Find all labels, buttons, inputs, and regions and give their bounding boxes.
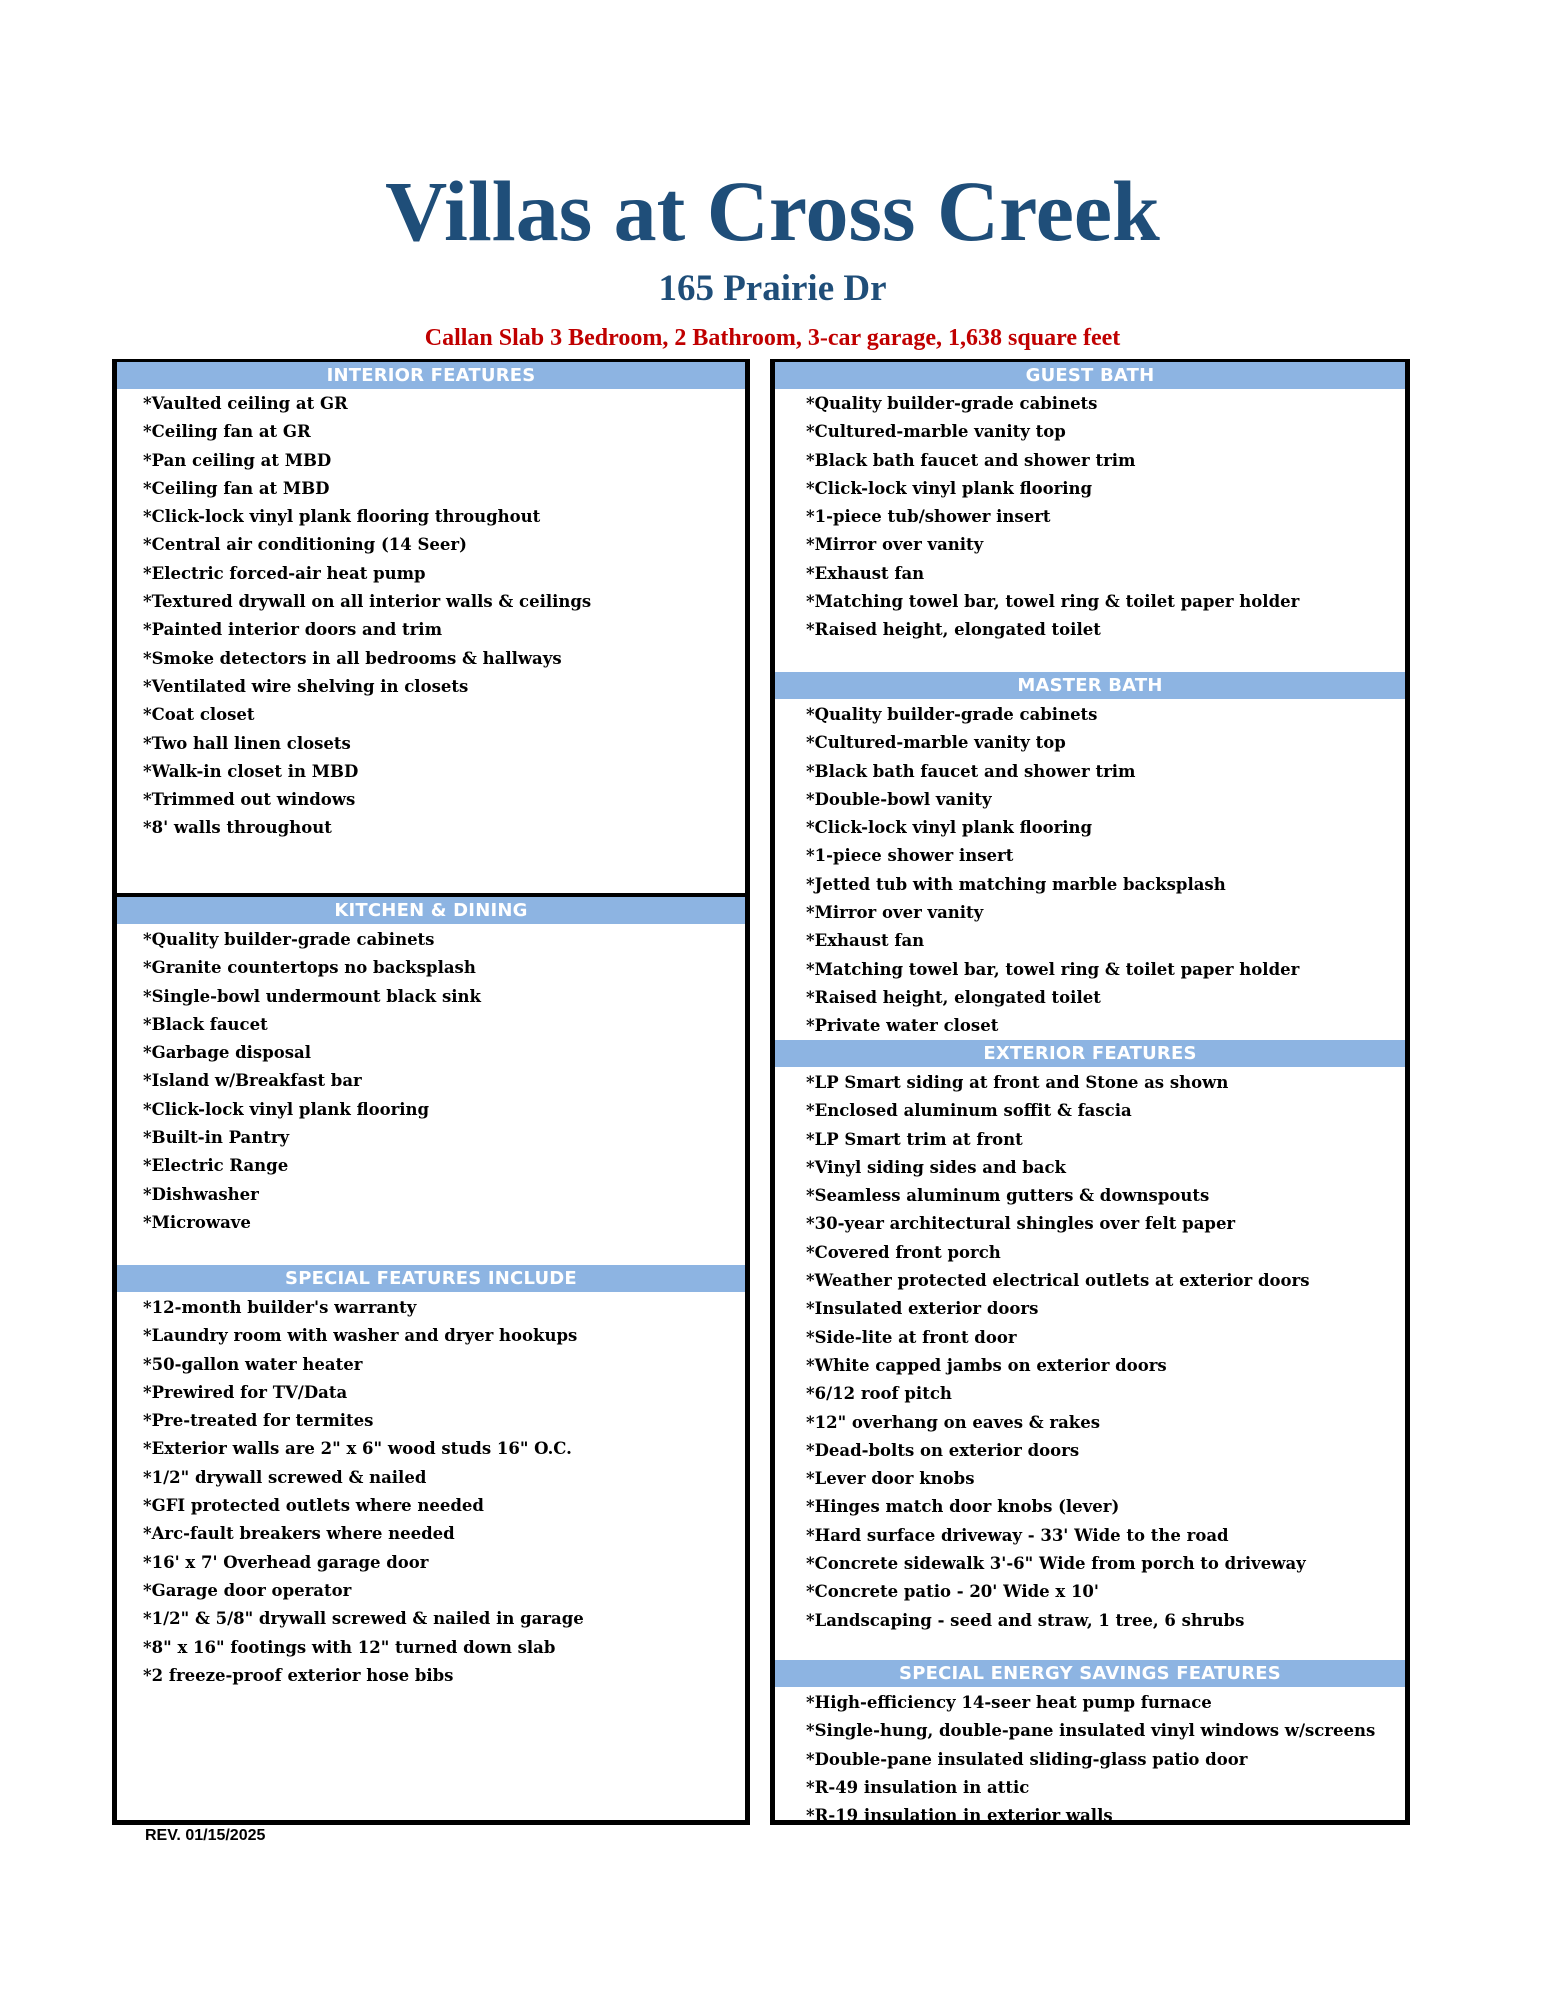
kitchen-dining-list	[143, 926, 481, 1237]
revision-date: REV. 01/15/2025	[145, 1827, 266, 1844]
list-item: *Coat closet	[143, 705, 255, 725]
list-item: *Click-lock vinyl plank flooring	[806, 818, 1093, 838]
list-item: *8" x 16" footings with 12" turned down slab	[143, 1637, 556, 1657]
list-item: *Lever door knobs	[806, 1469, 975, 1489]
list-item: *2 freeze-proof exterior hose bibs	[143, 1665, 454, 1685]
list-item: *Side-lite at front door	[806, 1327, 1017, 1347]
list-item: *Cultured-marble vanity top	[806, 733, 1066, 753]
section-header: MASTER BATH	[775, 672, 1405, 699]
list-item: *Single-hung, double-pane insulated vinyl windows w/screens	[806, 1721, 1376, 1741]
list-item: *Covered front porch	[806, 1242, 1001, 1262]
list-item: *Dead-bolts on exterior doors	[806, 1440, 1080, 1460]
model-description: Callan Slab 3 Bedroom, 2 Bathroom, 3-car garage, 1,638 square feet	[424, 325, 1121, 351]
list-item: *Double-pane insulated sliding-glass patio door	[806, 1749, 1248, 1769]
exterior-features-list	[806, 1069, 1310, 1635]
section-header: GUEST BATH	[775, 362, 1405, 389]
list-item: *Jetted tub with matching marble backsplash	[806, 874, 1226, 894]
list-item: *Trimmed out windows	[143, 790, 356, 810]
list-item: *R-49 insulation in attic	[806, 1777, 1030, 1797]
list-item: *Island w/Breakfast bar	[143, 1071, 362, 1091]
list-item: *Vinyl siding sides and back	[806, 1157, 1066, 1177]
list-item: *Electric Range	[143, 1156, 289, 1176]
list-item: *Prewired for TV/Data	[143, 1382, 348, 1402]
list-item: *LP Smart trim at front	[806, 1129, 1023, 1149]
list-item: *Click-lock vinyl plank flooring	[806, 478, 1093, 498]
energy-savings-list	[806, 1689, 1375, 1830]
list-item: *Mirror over vanity	[806, 535, 984, 555]
section-header: SPECIAL FEATURES INCLUDE	[117, 1265, 745, 1292]
list-item: *12-month builder's warranty	[143, 1298, 417, 1317]
list-item: *Central air conditioning (14 Seer)	[143, 535, 467, 555]
list-item: *Quality builder-grade cabinets	[806, 705, 1098, 724]
list-item: *Built-in Pantry	[143, 1128, 290, 1148]
list-item: *Walk-in closet in MBD	[143, 761, 359, 781]
list-item: *Raised height, elongated toilet	[806, 620, 1101, 640]
list-item: *Black bath faucet and shower trim	[806, 761, 1136, 781]
list-item: *Garbage disposal	[143, 1043, 311, 1063]
list-item: *Pan ceiling at MBD	[143, 450, 332, 470]
interior-features-list	[143, 390, 591, 843]
list-item: *Matching towel bar, towel ring & toilet paper holder	[806, 959, 1300, 979]
list-item: *Raised height, elongated toilet	[806, 987, 1101, 1007]
section-header: SPECIAL ENERGY SAVINGS FEATURES	[775, 1660, 1405, 1687]
list-item: *Single-bowl undermount black sink	[143, 986, 481, 1006]
list-item: *Weather protected electrical outlets at exterior doors	[806, 1271, 1310, 1291]
list-item: *Quality builder-grade cabinets	[143, 930, 435, 949]
list-item: *GFI protected outlets where needed	[143, 1496, 484, 1516]
list-item: *Pre-treated for termites	[143, 1411, 374, 1431]
list-item: *White capped jambs on exterior doors	[806, 1355, 1167, 1375]
list-item: *6/12 roof pitch	[806, 1384, 952, 1404]
list-item: *1-piece shower insert	[806, 846, 1014, 866]
list-item: *Private water closet	[806, 1016, 999, 1036]
list-item: *Seamless aluminum gutters & downspouts	[806, 1186, 1210, 1206]
list-item: *Laundry room with washer and dryer hookups	[143, 1326, 578, 1346]
list-item: *Double-bowl vanity	[806, 789, 992, 809]
list-item: *Painted interior doors and trim	[143, 620, 443, 640]
list-item: *Garage door operator	[143, 1580, 352, 1600]
list-item: *Ventilated wire shelving in closets	[143, 676, 469, 696]
list-item: *Landscaping - seed and straw, 1 tree, 6 shrubs	[806, 1610, 1245, 1630]
list-item: *Arc-fault breakers where needed	[143, 1524, 455, 1544]
list-item: *High-efficiency 14-seer heat pump furnace	[806, 1693, 1212, 1712]
list-item: *Two hall linen closets	[143, 733, 351, 753]
list-item: *Electric forced-air heat pump	[143, 563, 426, 583]
list-item: *Cultured-marble vanity top	[806, 422, 1066, 442]
list-item: *1/2" & 5/8" drywall screwed & nailed in garage	[143, 1609, 584, 1629]
list-item: *Mirror over vanity	[806, 903, 984, 923]
list-item: *Click-lock vinyl plank flooring	[143, 1099, 430, 1119]
section-header: EXTERIOR FEATURES	[775, 1040, 1405, 1067]
list-item: *Dishwasher	[143, 1184, 259, 1204]
list-item: *Textured drywall on all interior walls & ceilings	[143, 592, 592, 612]
list-item: *Exterior walls are 2" x 6" wood studs 16" O.C.	[143, 1439, 572, 1459]
list-item: *Exhaust fan	[806, 931, 925, 951]
list-item: *Insulated exterior doors	[806, 1299, 1039, 1319]
guest-bath-list	[806, 390, 1299, 645]
list-item: *Black bath faucet and shower trim	[806, 450, 1136, 470]
page-title: Villas at Cross Creek	[385, 163, 1160, 259]
list-item: *1/2" drywall screwed & nailed	[143, 1467, 427, 1487]
list-item: *R-19 insulation in exterior walls	[806, 1806, 1113, 1826]
list-item: *LP Smart siding at front and Stone as shown	[806, 1073, 1229, 1092]
list-item: *Concrete sidewalk 3'-6" Wide from porch to driveway	[806, 1554, 1306, 1574]
list-item: *1-piece tub/shower insert	[806, 507, 1051, 527]
list-item: *Vaulted ceiling at GR	[143, 394, 348, 413]
list-item: *Matching towel bar, towel ring & toilet paper holder	[806, 592, 1300, 612]
list-item: *Ceiling fan at MBD	[143, 478, 330, 498]
list-item: *16' x 7' Overhead garage door	[143, 1552, 429, 1572]
list-item: *50-gallon water heater	[143, 1354, 363, 1374]
list-item: *Click-lock vinyl plank flooring throughout	[143, 507, 541, 527]
list-item: *8' walls throughout	[143, 818, 332, 838]
list-item: *Exhaust fan	[806, 563, 925, 583]
special-features-list	[143, 1294, 584, 1690]
list-item: *Microwave	[143, 1212, 251, 1232]
master-bath-list	[806, 701, 1299, 1041]
section-header: INTERIOR FEATURES	[117, 362, 745, 389]
property-address: 165 Prairie Dr	[658, 268, 887, 309]
list-item: *12" overhang on eaves & rakes	[806, 1412, 1100, 1432]
list-item: *Smoke detectors in all bedrooms & hallways	[143, 648, 562, 668]
list-item: *Hinges match door knobs (lever)	[806, 1497, 1120, 1517]
list-item: *Enclosed aluminum soffit & fascia	[806, 1101, 1132, 1121]
list-item: *Black faucet	[143, 1014, 268, 1034]
list-item: *Hard surface driveway - 33' Wide to the road	[806, 1525, 1229, 1545]
list-item: *Concrete patio - 20' Wide x 10'	[806, 1582, 1099, 1602]
section-header: KITCHEN & DINING	[117, 897, 745, 924]
list-item: *30-year architectural shingles over felt paper	[806, 1214, 1236, 1234]
list-item: *Granite countertops no backsplash	[143, 958, 476, 978]
list-item: *Ceiling fan at GR	[143, 422, 311, 442]
list-item: *Quality builder-grade cabinets	[806, 394, 1098, 413]
